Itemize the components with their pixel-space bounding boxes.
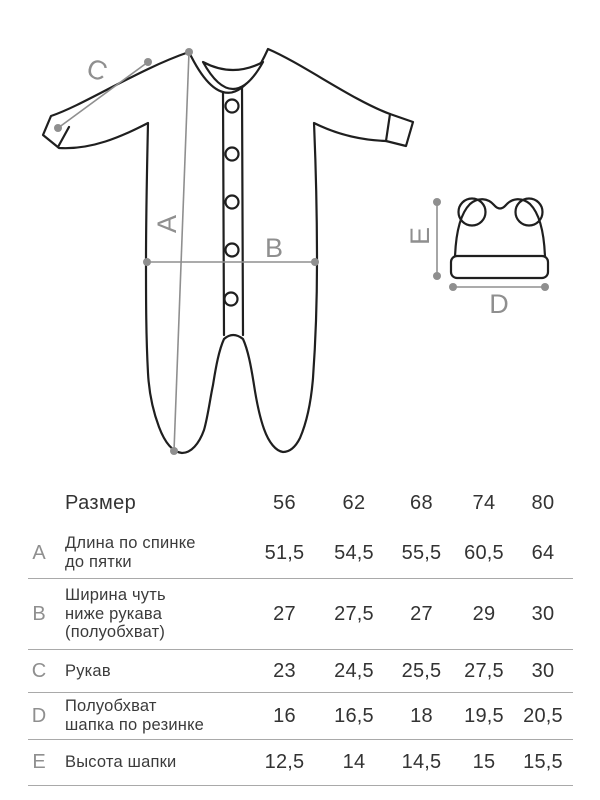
- snap-button: [226, 244, 239, 257]
- measure-dot: [433, 198, 441, 206]
- measure-dot: [185, 48, 193, 56]
- table-row-b: [28, 579, 573, 650]
- hat-dome: [455, 199, 545, 257]
- row-value: 12,5: [264, 751, 305, 773]
- row-label: Полуобхват шапка по резинке: [65, 697, 205, 734]
- snap-button: [226, 196, 239, 209]
- row-value: 16,5: [334, 704, 374, 727]
- row-value: 15: [472, 751, 496, 773]
- placket-right-line: [242, 87, 243, 335]
- row-value: 14: [342, 751, 366, 773]
- snap-button: [226, 148, 239, 161]
- table-row-c: [28, 650, 573, 693]
- size-column-header: 74: [472, 491, 496, 514]
- row-value: 27,5: [464, 659, 504, 682]
- hat-brim: [451, 256, 548, 278]
- row-label: Длина по спинке до пятки: [65, 534, 196, 571]
- row-value: 55,5: [401, 541, 442, 564]
- row-letter: D: [31, 704, 47, 727]
- size-column-header: 80: [531, 491, 555, 514]
- table-header-row: [28, 486, 573, 520]
- row-value: 16: [273, 704, 296, 727]
- row-value: 24,5: [334, 659, 374, 682]
- row-value: 27: [410, 602, 433, 625]
- row-value: 25,5: [401, 659, 442, 682]
- measure-dot: [541, 283, 549, 291]
- measure-dot: [54, 124, 62, 132]
- row-value: 64: [531, 541, 555, 564]
- measure-label-d: D: [489, 289, 509, 319]
- size-column-header: 56: [272, 491, 297, 514]
- row-letter: A: [32, 541, 46, 564]
- row-letter: B: [32, 602, 46, 625]
- row-value: 15,5: [523, 751, 563, 773]
- row-value: 60,5: [464, 541, 504, 564]
- size-column-header: 68: [409, 491, 434, 514]
- table-row-d: [28, 693, 573, 740]
- row-label: Высота шапки: [65, 753, 177, 772]
- row-value: 51,5: [264, 541, 305, 564]
- row-value: 19,5: [464, 704, 504, 727]
- onesie-drawing: [43, 49, 413, 453]
- size-label: Размер: [65, 491, 137, 514]
- size-table: [28, 486, 573, 786]
- row-value: 18: [410, 704, 433, 727]
- row-label: Рукав: [65, 661, 111, 680]
- size-column-header: 62: [342, 491, 366, 514]
- measure-dot: [144, 58, 152, 66]
- row-value: 23: [273, 659, 296, 682]
- measure-label-c: C: [82, 52, 112, 88]
- measure-dot: [143, 258, 151, 266]
- row-value: 27,5: [334, 602, 374, 625]
- table-row-a: [28, 520, 573, 579]
- measure-label-e: E: [405, 226, 435, 246]
- measure-label-b: B: [264, 233, 284, 263]
- measure-label-a: A: [152, 214, 182, 234]
- row-label: Ширина чуть ниже рукава (полуобхват): [65, 585, 166, 642]
- measure-dot: [449, 283, 457, 291]
- snap-button: [225, 293, 238, 306]
- row-value: 29: [472, 602, 496, 625]
- row-value: 30: [531, 602, 555, 625]
- row-letter: E: [32, 751, 46, 773]
- row-value: 14,5: [401, 751, 442, 773]
- measure-dot: [433, 272, 441, 280]
- row-value: 54,5: [334, 541, 374, 564]
- measure-dot: [311, 258, 319, 266]
- snap-button: [226, 100, 239, 113]
- hat-drawing: [451, 199, 548, 279]
- row-value: 27: [273, 602, 296, 625]
- row-value: 20,5: [523, 704, 563, 727]
- table-row-e: [28, 740, 573, 786]
- measure-dot: [170, 447, 178, 455]
- row-letter: C: [31, 659, 47, 682]
- row-value: 30: [531, 659, 555, 682]
